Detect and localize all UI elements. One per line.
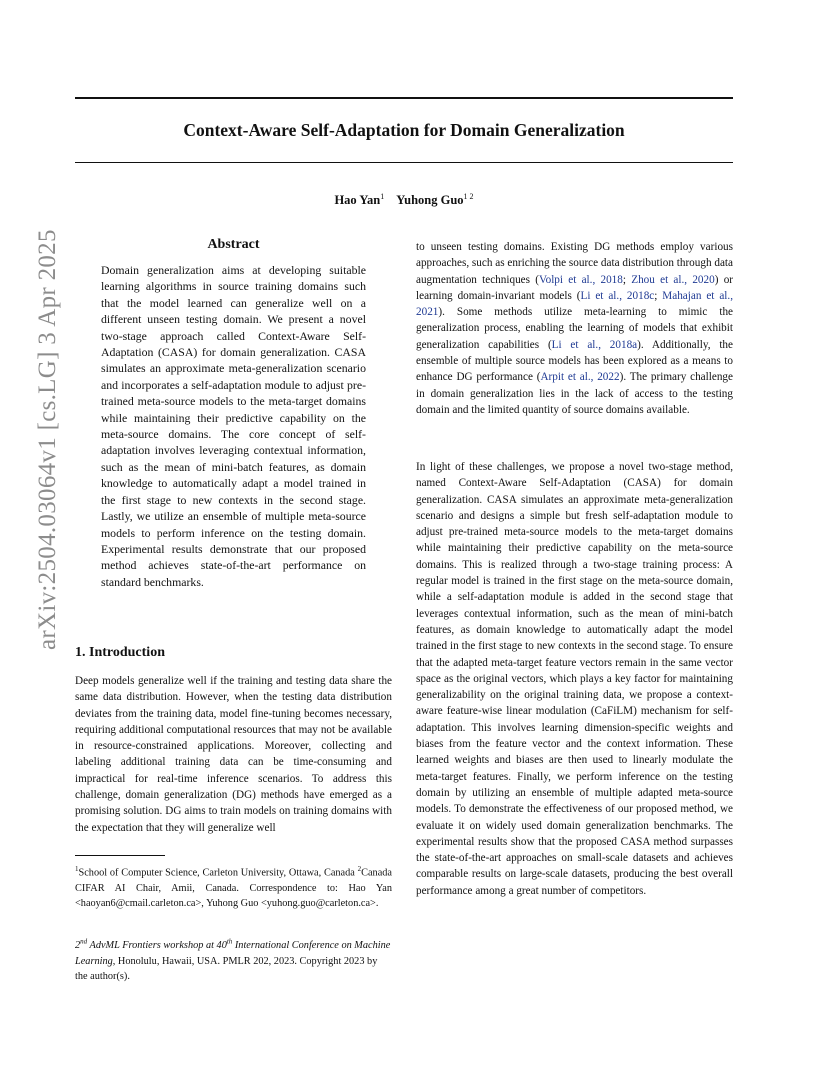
citation-link[interactable]: Li et al., 2018c bbox=[580, 289, 655, 302]
abstract-heading: Abstract bbox=[207, 237, 260, 252]
paper-title: Context-Aware Self-Adaptation for Domain Generalization bbox=[183, 120, 625, 140]
paragraph-text: to unseen testing domains. Existing DG methods employ various approaches, such as enriching the source data distribution through data augmentation techniques ( bbox=[416, 241, 733, 286]
footnote-mark: 2 bbox=[357, 865, 362, 873]
footnote-mark: 1 bbox=[75, 865, 79, 873]
author-name: Yuhong Guo bbox=[396, 193, 464, 208]
workshop-ordinal: 2 bbox=[75, 940, 81, 952]
author-list bbox=[75, 192, 733, 208]
title-bottom-rule bbox=[75, 162, 733, 163]
arxiv-identifier: arXiv:2504.03064v1 [cs.LG] 3 Apr 2025 bbox=[34, 229, 61, 650]
paragraph-text: ). Additionally, the ensemble of multiple source models has been explored as a means to enhance DG performance ( bbox=[416, 338, 733, 384]
citation-link[interactable]: Li et al., 2018a bbox=[551, 338, 638, 351]
author-affiliation-mark: 1 2 bbox=[463, 192, 474, 201]
introduction-paragraph-continued bbox=[416, 239, 733, 418]
workshop-name: AdvML Frontiers workshop at bbox=[87, 940, 217, 952]
author-name: Hao Yan bbox=[334, 193, 381, 208]
workshop-ordinal-suffix: nd bbox=[80, 938, 88, 946]
paragraph-text: ). Some methods utilize meta-learning to mimic the generalization process, enabling the learning of models that exhibit generalization capabilities ( bbox=[416, 306, 733, 351]
citation-link[interactable]: Zhou et al., 2020 bbox=[631, 273, 715, 286]
abstract-text: Domain generalization aims at developing suitable learning algorithms in source training domains such that the model learned can generalize well on a different unseen testing domain. We present a novel two-stage approach called Context-Aware Self-Adaptation (CASA) for domain generalization. CASA simulates an approximate meta-generalization scenario and incorporates a self-adaptation module to adjust pre-trained meta-source models to the meta-target domains while maintaining their predictive capability on the meta-source domains. The core concept of self-adaptation involves leveraging contextual information, such as the mean of mini-batch features, as domain knowledge to automatically adapt a model trained in the first stage to new contexts in the second stage. Lastly, we utilize an ensemble of multiple meta-source models to perform inference on the testing domain. Experimental results demonstrate that our proposed method achieves state-of-the-art performance on standard benchmarks. bbox=[101, 263, 366, 589]
introduction-paragraph-method: In light of these challenges, we propose a novel two-stage method, named Context-Aware Self-Adaptation (CASA) for domain generalization. CASA simulates an approximate meta-generalization scenario and designs a simple but fresh self-adaptation module to adjust pre-trained meta-source models to the meta-target domains while maintaining their predictive capability on the meta-source domains. This is realized through a two-stage training process: A regular model is trained in the first stage on the meta-source domain, while a self-adaptation module is added in the second stage that leverages contextual information, such as the mean of mini-batch features, as domain knowledge to automatically adapt the model trained in the first stage to new contexts in the second stage. To ensure that the adapted meta-target feature vectors remain in the same vector space as the original vectors, which plays a key factor for maintaining generalizability on the original training data, we propose a context-aware feature-wise linear modulation (CaFiLM) mechanism for self-adaptation. This involves learning dimension-specific weights and biases from the feature vector and the context information. These learned weights and biases are then used to linearly modulate the meta-target features. Finally, we perform inference on the testing domain by utilizing an ensemble of multiple adapted meta-source models. To demonstrate the effectiveness of our proposed method, we evaluate it on widely used domain generalization benchmarks. The experimental results show that the proposed CASA method surpasses the state-of-the-art approaches on small-scale datasets and achieves comparable results on large-scale datasets, producing the best overall performance among a great number of competitors. bbox=[416, 461, 733, 897]
workshop-note bbox=[75, 935, 392, 984]
title-top-rule bbox=[75, 97, 733, 99]
author-affiliation-mark: 1 bbox=[380, 192, 385, 201]
footnote-rule bbox=[75, 855, 165, 856]
citation-link[interactable]: Mahajan et al., 2021 bbox=[416, 289, 733, 319]
citation-separator: ; bbox=[654, 289, 663, 302]
citation-link[interactable]: Arpit et al., 2022 bbox=[540, 371, 620, 384]
introduction-paragraph: Deep models generalize well if the training and testing data share the same data distribution. However, when the testing data distribution deviates from the training data, model fine-tuning becomes necessary, requiring additional computational resources that may not be available in resource-constrained applications. Moreover, collecting and labeling additional training data can be time-consuming and impractical for real-time inference scenarios. To address this challenge, domain generalization (DG) methods have emerged as a promising solution. DG aims to train models on training domains with the expectation that they will generalize well bbox=[75, 675, 392, 834]
paragraph-text: ). The primary challenge in domain generalization lies in the lack of access to the testing domain and the limited quantity of source domains available. bbox=[416, 371, 733, 416]
conference-ordinal-suffix: th bbox=[226, 938, 233, 946]
section-heading-introduction: 1. Introduction bbox=[75, 645, 165, 660]
conference-name: International Conference on Machine Learning bbox=[75, 940, 391, 967]
citation-link[interactable]: Volpi et al., 2018 bbox=[538, 273, 623, 286]
affiliation-1: School of Computer Science, Carleton University, Ottawa, Canada bbox=[78, 867, 355, 879]
affiliation-2: Canada CIFAR AI Chair, Amii, Canada. bbox=[75, 867, 392, 894]
paragraph-text: ) or learning domain-invariant models ( bbox=[416, 273, 734, 302]
venue-copyright: , Honolulu, Hawaii, USA. PMLR 202, 2023. Copyright 2023 by the author(s). bbox=[75, 955, 378, 982]
citation-separator: ; bbox=[622, 273, 632, 286]
correspondence-note: Correspondence to: Hao Yan <haoyan6@cmail.carleton.ca>, Yuhong Guo <yuhong.guo@carleton.ca>. bbox=[75, 882, 392, 909]
conference-ordinal: 40 bbox=[216, 940, 227, 952]
affiliation-footnote bbox=[75, 862, 392, 911]
